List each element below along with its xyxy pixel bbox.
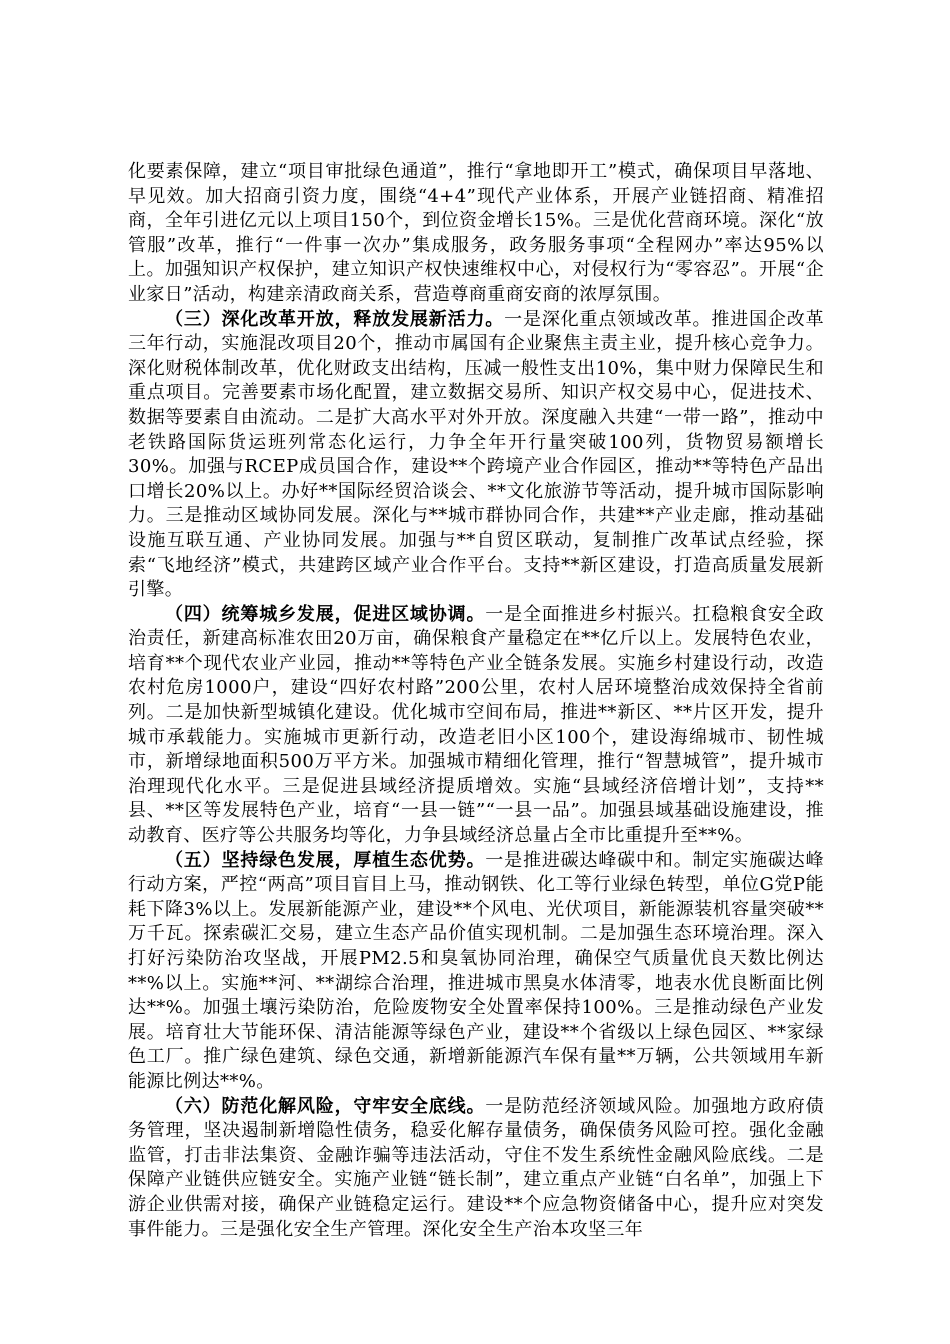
paragraph-body: 一是全面推进乡村振兴。扛稳粮食安全政治责任，新建高标准农田20万亩，确保粮食产量稳定在**亿斤以上。发展特色农业，培育**个现代农业产业园，推动**等特色产业全链条发展。实施乡村建设行动，改造农村危房1000户，建设“四好农村路”200公里，农村人居环境整治成效保持全省前列。二是加快新型城镇化建设。优化城市空间布局，推进**新区、**片区开发，提升城市承载能力。实施城市更新行动，改造老旧小区100个，建设海绵城市、韧性城市，新增绿地面积500万平方米。加强城市精细化管理，推行“智慧城管”，提升城市治理现代化水平。三是促进县域经济提质增效。实施“县域经济倍增计划”，支持**县、**区等发展特色产业，培育“一县一链”“一县一品”。加强县域基础设施建设，推动教育、医疗等公共服务均等化，力争县域经济总量占全市比重提升至**%。 bbox=[128, 603, 824, 847]
section-heading: （五）坚持绿色发展，厚植生态优势。 bbox=[165, 849, 486, 871]
paragraph-body: 一是推进碳达峰碳中和。制定实施碳达峰行动方案，严控“两高”项目盲目上马，推动钢铁、化工等行业绿色转型，单位G党P能耗下降3%以上。发展新能源产业，建设**个风电、光伏项目，新能源装机容量突破**万千瓦。探索碳汇交易，建立生态产品价值实现机制。二是加强生态环境治理。深入打好污染防治攻坚战，开展PM2.5和臭氧协同治理，确保空气质量优良天数比例达**%以上。实施**河、**湖综合治理，推进城市黑臭水体清零，地表水优良断面比例达**%。加强土壤污染防治，危险废物安全处置率保持100%。三是推动绿色产业发展。培育壮大节能环保、清洁能源等绿色产业，建设**个省级以上绿色园区、**家绿色工厂。推广绿色建筑、绿色交通，新增新能源汽车保有量**万辆，公共领域用车新能源比例达**%。 bbox=[128, 849, 824, 1092]
paragraph-section-5 bbox=[128, 849, 824, 1095]
section-heading: （三）深化改革开放，释放发展新活力。 bbox=[165, 308, 505, 330]
document-page bbox=[128, 160, 824, 1242]
paragraph-section-6 bbox=[128, 1095, 824, 1243]
section-heading: （六）防范化解风险，守牢安全底线。 bbox=[165, 1095, 486, 1117]
paragraph-section-3 bbox=[128, 308, 824, 603]
paragraph-body: 化要素保障，建立“项目审批绿色通道”，推行“拿地即开工”模式，确保项目早落地、早见效。加大招商引资力度，围绕“4+4”现代产业体系，开展产业链招商、精准招商，全年引进亿元以上项目150个，到位资金增长15%。三是优化营商环境。深化“放管服”改革，推行“一件事一次办”集成服务，政务服务事项“全程网办”率达95%以上。加强知识产权保护，建立知识产权快速维权中心，对侵权行为“零容忍”。开展“企业家日”活动，构建亲清政商关系，营造尊商重商安商的浓厚氛围。 bbox=[128, 161, 824, 305]
paragraph-body: 一是防范经济领域风险。加强地方政府债务管理，坚决遏制新增隐性债务，稳妥化解存量债务，确保债务风险可控。强化金融监管，打击非法集资、金融诈骗等违法活动，守住不发生系统性金融风险底线。二是保障产业链供应链安全。实施产业链“链长制”，建立重点产业链“白名单”，加强上下游企业供需对接，确保产业链稳定运行。建设**个应急物资储备中心，提升应对突发事件能力。三是强化安全生产管理。深化安全生产治本攻坚三年 bbox=[128, 1095, 824, 1240]
paragraph-section-4 bbox=[128, 603, 824, 849]
paragraph-body: 一是深化重点领域改革。推进国企改革三年行动，实施混改项目20个，推动市属国有企业聚焦主责主业，提升核心竞争力。深化财税体制改革，优化财政支出结构，压减一般性支出10%，集中财力保障民生和重点项目。完善要素市场化配置，建立数据交易所、知识产权交易中心，促进技术、数据等要素自由流动。二是扩大高水平对外开放。深度融入共建“一带一路”，推动中老铁路国际货运班列常态化运行，力争全年开行量突破100列，货物贸易额增长30%。加强与RCEP成员国合作，建设**个跨境产业合作园区，推动**等特色产品出口增长20%以上。办好**国际经贸洽谈会、**文化旅游节等活动，提升城市国际影响力。三是推动区域协同发展。深化与**城市群协同合作，共建**产业走廊，推动基础设施互联互通、产业协同发展。加强与**自贸区联动，复制推广改革试点经验，探索“飞地经济”模式，共建跨区域产业合作平台。支持**新区建设，打造高质量发展新引擎。 bbox=[128, 308, 824, 601]
section-heading: （四）统筹城乡发展，促进区域协调。 bbox=[165, 603, 486, 625]
paragraph-continuation bbox=[128, 160, 824, 308]
